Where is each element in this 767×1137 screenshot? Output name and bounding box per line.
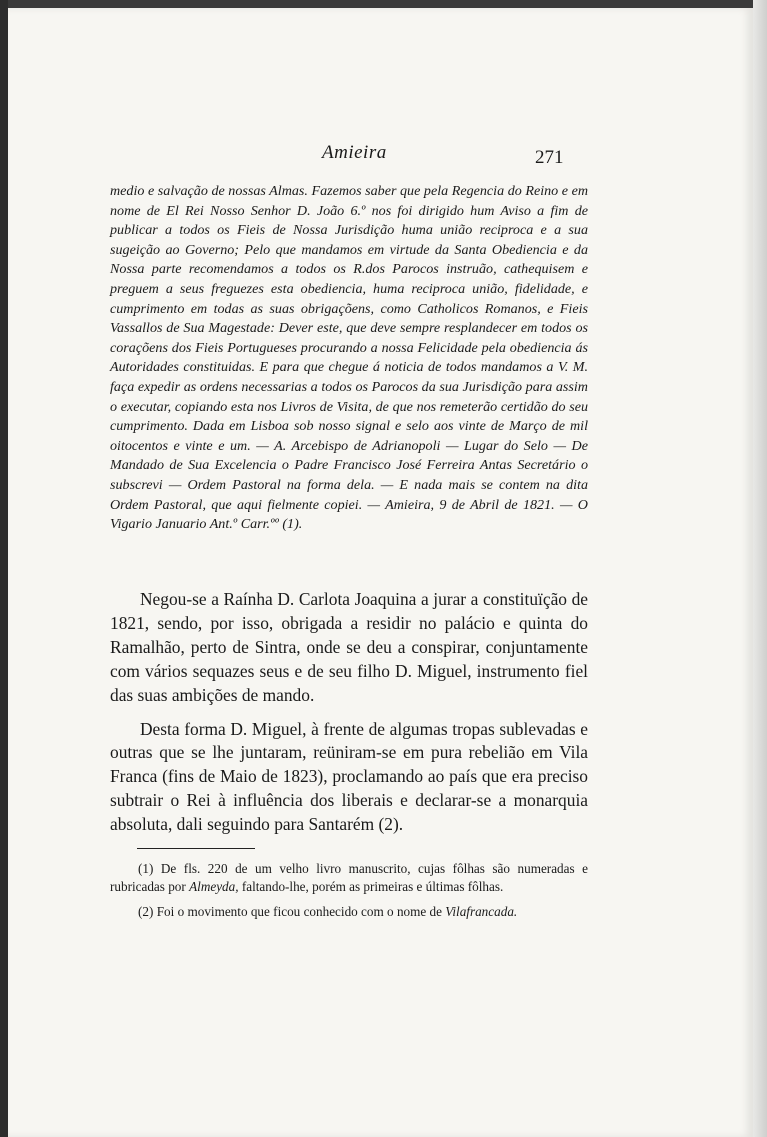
book-page — [8, 8, 753, 1137]
quoted-pastoral-order — [110, 182, 588, 535]
body-paragraph-1: Negou-se a Raínha D. Carlota Joaquina a jurar a constituïção de 1821, sendo, por isso, obrigada a residir no palácio e quinta do Ramalhão, perto de Sintra, onde se deu a conspirar, conjuntamente com vários sequazes seus e de seu filho D. Miguel, instrumento fiel das suas ambições de mando. — [110, 589, 588, 705]
footnote-2-marker: (2) — [138, 903, 154, 919]
scan-border-right — [753, 0, 767, 1137]
scan-border-left — [0, 0, 8, 1137]
footnote-rule — [137, 848, 255, 849]
running-header — [8, 142, 753, 166]
footnote-1: (1) De fls. 220 de um velho livro manuscrito, cujas fôlhas são numeradas e rubricadas por Almeyda, faltando-lhe, porém as primeiras e últimas fôlhas. — [110, 861, 588, 895]
page-number: 271 — [535, 147, 564, 168]
body-paragraph-2: Desta forma D. Miguel, à frente de algumas tropas sublevadas e outras que se lhe juntaram, reüniram-se em pura rebelião em Vila Franca (fins de Maio de 1823), proclamando ao país que era preciso subtrair o Rei à influência dos liberais e declarar-se a monarquia absoluta, dali seguindo para Santarém (2). — [110, 718, 588, 835]
footnote-1-marker: (1) — [138, 861, 154, 876]
footnote-2: (2) Foi o movimento que ficou conhecido com o nome de Vilafrancada. — [138, 903, 518, 919]
main-text — [110, 588, 588, 847]
footnotes — [110, 860, 588, 927]
running-title: Amieira — [322, 142, 387, 163]
quote-paragraph: medio e salvação de nossas Almas. Fazemos saber que pela Regencia do Reino e em nome de El Rei Nosso Senhor D. João 6.º nos foi dirigido hum Aviso a fim de publicar a todos os Fieis de Nossa Jurisdição huma união reciproca e a sua sugeição ao Governo; Pelo que mandamos em virtude da Santa Obediencia e da Nossa parte recomendamos a todos os R.dos Parocos instruão, cathequisem e preguem a seus freguezes esta obediencia, huma reciproca união, fidelidade, e cumprimento em todas as suas obrigaçõens, como Catholicos Romanos, e Fieis Vassallos de Sua Magestade: Dever este, que deve sempre resplandecer em todos os coraçõens dos Fieis Portugueses procurando a nossa Felicidade pela obediencia ás Autoridades constituidas. E para que chegue á noticia de todos mandamos a V. M. faça expedir as ordens necessarias a todos os Parocos da sua Jurisdição para assim o executar, copiando esta nos Livros de Visita, de que nos remeterão certidão do seu cumprimento. Dada em Lisboa sob nosso signal e selo aos vinte de Março de mil oitocentos e vinte e um. — A. Arcebispo de Adrianopoli — Lugar do Selo — De Mandado de Sua Excelencia o Padre Francisco José Ferreira Antas Secretário o subscrevi — Ordem Pastoral na forma dela. — E nada mais se contem na dita Ordem Pastoral, que aqui fielmente copiei. — Amieira, 9 de Abril de 1821. — O Vigario Januario Ant.º Carr.ºº (1). — [110, 183, 588, 533]
